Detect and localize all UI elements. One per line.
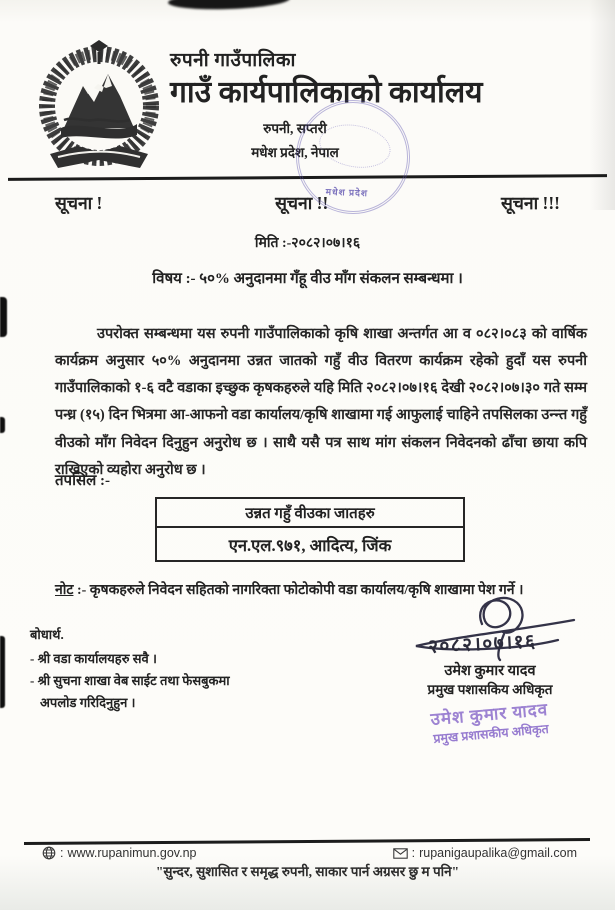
globe-icon [42, 846, 56, 860]
signature-block [380, 594, 600, 746]
email-entry [393, 846, 577, 860]
note-text: :- कृषकहरुले निवेदन सहितको नागरिक्ता फोटोकोपी वडा कार्यालय/कृषि शाखामा पेश गर्ने । [73, 583, 524, 598]
tapasil-label: तपसिल :- [55, 473, 111, 489]
address-line-1: रुपनी, सप्तरी [263, 121, 327, 136]
table-header: उन्नत गहुँ वीउका जातहरु [157, 499, 463, 528]
signatory-name: उमेश कुमार यादव [444, 663, 536, 679]
footer-contact-row [42, 846, 577, 860]
body-paragraph: उपरोक्त सम्बन्धमा यस रुपनी गाउँपालिकाको कृषि शाखा अन्तर्गत आ व ०८२।०८३ को वार्षिक कार्यक्रम अनुसार ५०% अनुदानमा उन्नत जातको गहुँ वीउ वितरण कार्यक्रम रहेको हुदाँ यस रुपनी गाउँपालिकाको १-६ वटै वडाका इच्छुक कृषकहरुले यहि मिति २०८२।०७।१६ देखी २०८२।०७।३० गते सम्म पन्ध्र (१५) दिन भित्रमा आ-आफनो वडा कार्यालय/कृषि शाखामा गई आफुलाई चाहिने तपसिलका उन्न्त गहुँ वीउको माँग निवेदन दिनुहुन अनुरोध छ । साथै यसै पत्र साथ मांग संकलन निवेदनको ढाँचा छाया कपि राखिएको व्यहोरा अनुरोध छ । [55, 325, 587, 478]
cc-title: बोधार्थ. [30, 627, 64, 642]
seed-varieties-table [155, 497, 465, 562]
scan-artifact [589, 0, 615, 210]
website-url: www.rupanimun.gov.np [67, 846, 197, 860]
municipality-name: रुपनी गाउँपालिका [170, 50, 296, 71]
stamp-designation: प्रमुख प्रशासकीय अधिकृत [432, 721, 550, 746]
signatory-designation: प्रमुख पशासकिय अधिकृत [427, 682, 553, 697]
office-title: गाउँ कार्यपालिकाको कार्यालय [170, 76, 483, 109]
stamp-name: उमेश कुमार यादव [429, 699, 549, 730]
municipality-tagline: "सुन्दर, सुशासित र समृद्ध रुपनी, साकार पार्न अग्रसर छु म पनि" [155, 864, 460, 879]
cc-item: - श्री वडा कार्यालयहरु सवै । [30, 651, 157, 667]
notice-banner [55, 191, 560, 215]
scan-artifact [0, 297, 7, 337]
letter-date: मिति :-२०८२।०७।१६ [254, 236, 361, 251]
footer-divider [24, 838, 590, 845]
handwritten-date: २०८२।०७।१६ [427, 631, 538, 658]
scan-artifact [168, 0, 291, 11]
email-address: rupanigaupalika@gmail.com [419, 846, 577, 860]
separator: : [60, 846, 64, 860]
notice-right: सूचना !!! [500, 193, 560, 213]
notice-center: सूचना !! [275, 193, 329, 213]
nepal-coat-of-arms-icon [28, 36, 170, 184]
scan-artifact [0, 417, 5, 433]
stamp-text-fragment: मधेश प्रदेश [325, 186, 369, 199]
subject-line: विषय :- ५०% अनुदानमा गँहू वीउ माँग संकलन सम्बन्धमा । [152, 271, 463, 287]
cc-block [30, 624, 262, 714]
separator: : [411, 846, 416, 860]
table-row: एन.एल.९७१, आदित्य, जिंक [228, 536, 392, 555]
scan-artifact [0, 636, 5, 708]
envelope-icon [393, 848, 408, 859]
cc-item: - श्री सुचना शाखा वेब साईट तथा फेसबुकमा अपलोड गरिदिनुहुन । [30, 673, 230, 711]
notice-left: सूचना ! [55, 193, 103, 213]
name-stamp [379, 692, 602, 751]
note-label: नोट [55, 583, 74, 598]
website-entry [42, 846, 197, 860]
address-line-2: मधेश प्रदेश, नेपाल [251, 145, 339, 160]
